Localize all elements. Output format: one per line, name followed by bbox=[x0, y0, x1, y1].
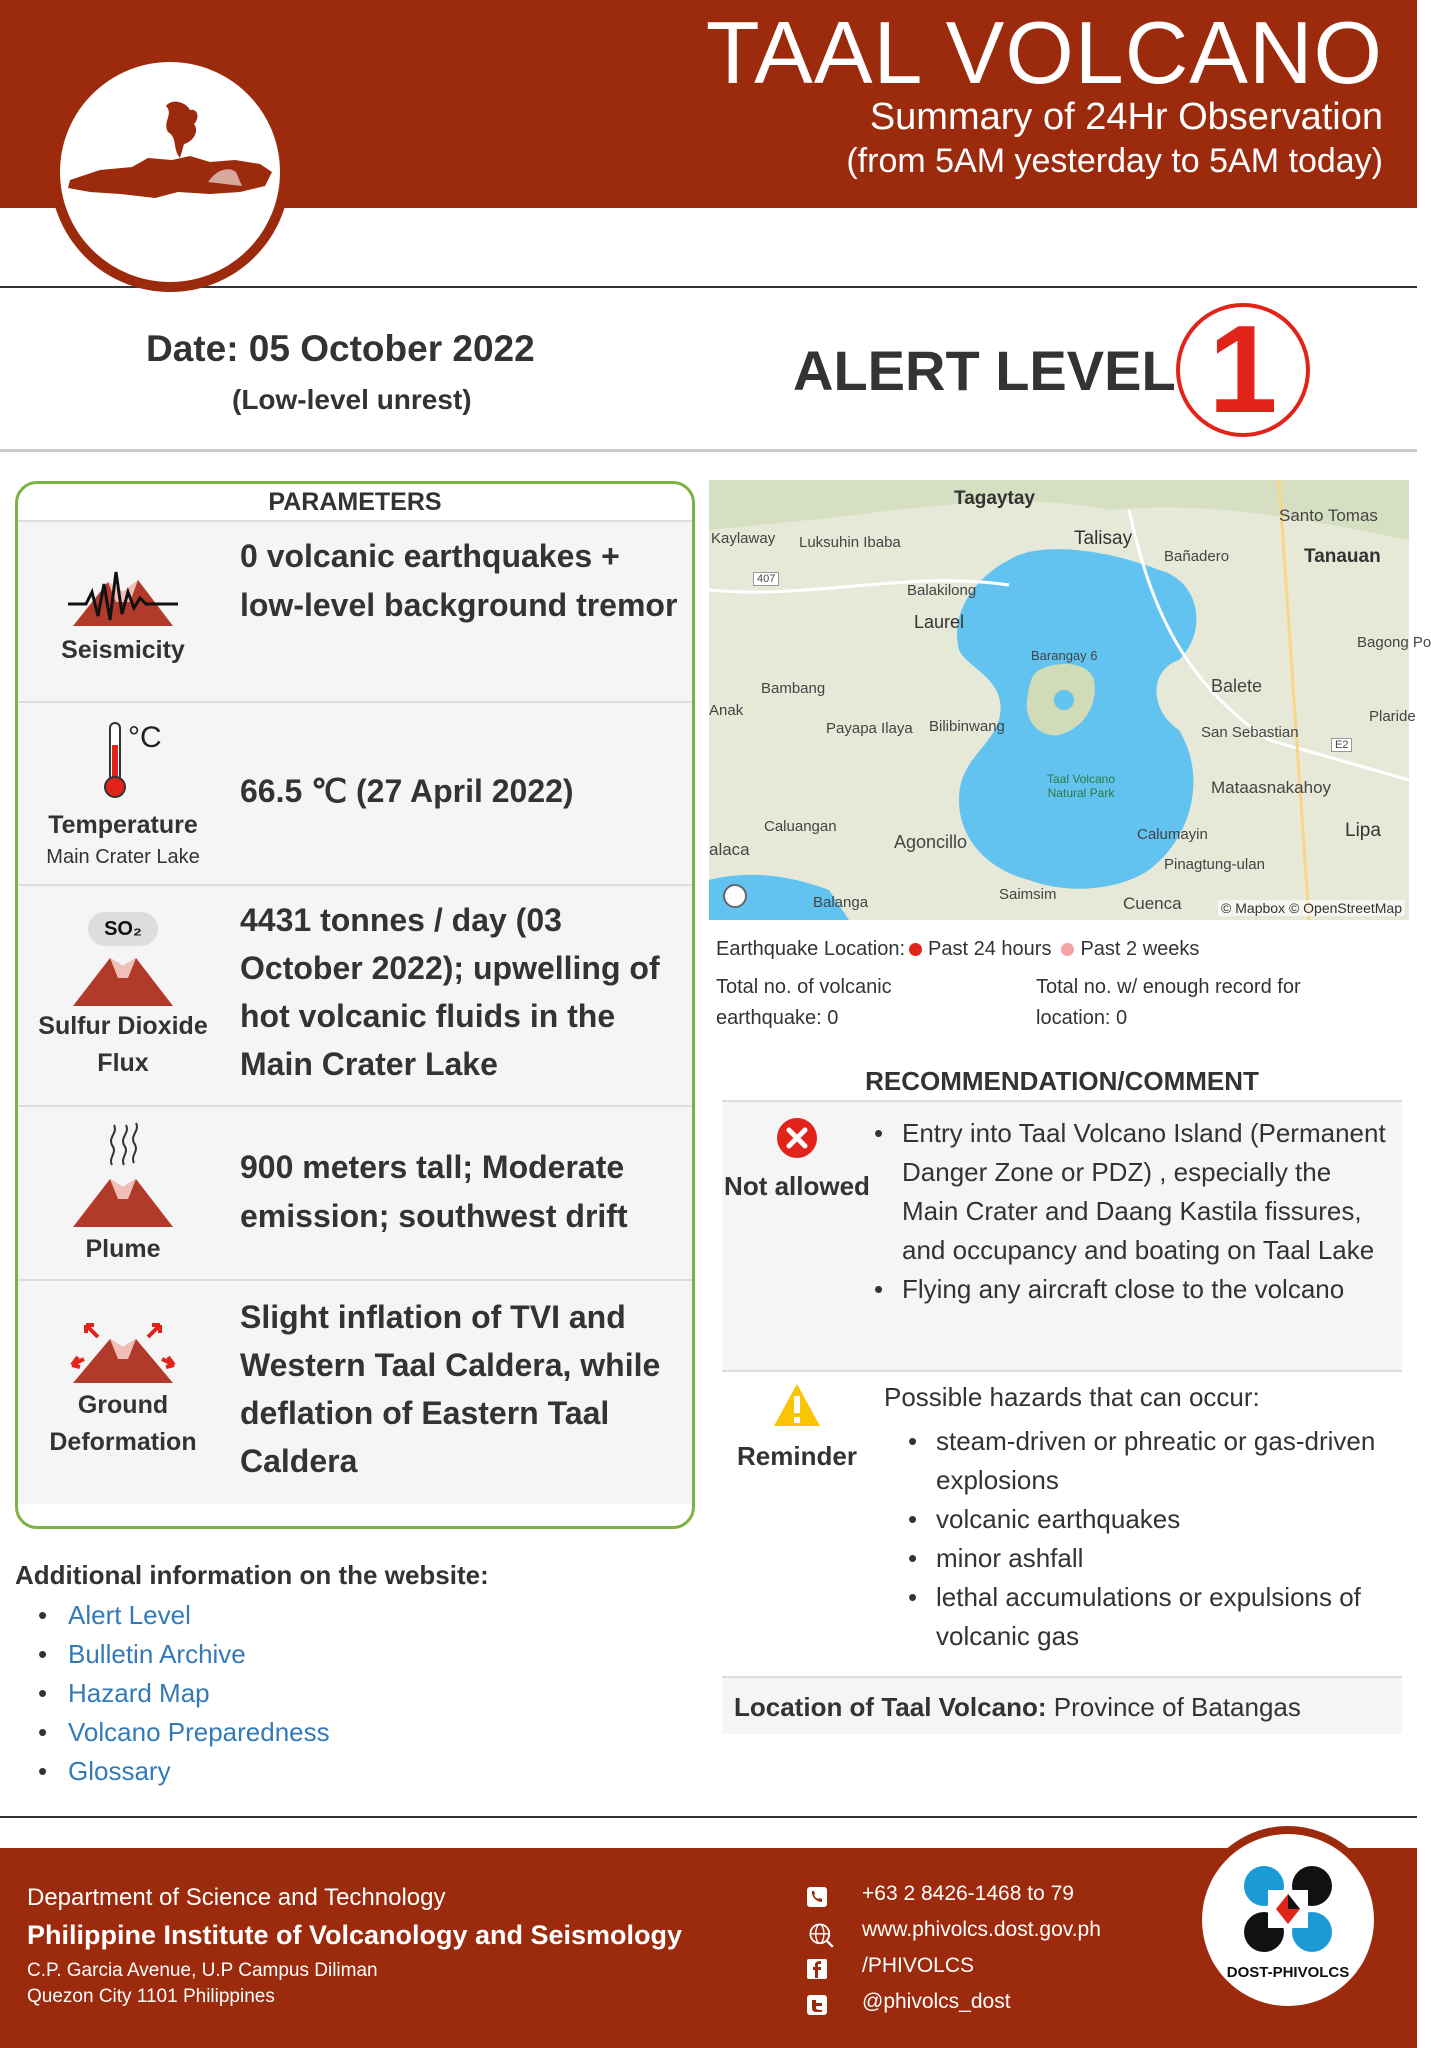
parameter-row-plume bbox=[18, 1105, 692, 1279]
recommendation-title: RECOMMENDATION/COMMENT bbox=[865, 1066, 1259, 1096]
parameter-row-sulfur-dioxide bbox=[18, 884, 692, 1105]
status-band bbox=[0, 288, 1417, 452]
map-label: Talisay bbox=[1074, 528, 1133, 549]
parameter-row-temperature bbox=[18, 701, 692, 884]
map-label: Anak bbox=[709, 702, 744, 719]
map-label: Mataasnakahoy bbox=[1211, 778, 1332, 797]
location-label: Location of Taal Volcano: bbox=[734, 1692, 1047, 1722]
link-glossary[interactable]: • Glossary bbox=[38, 1752, 330, 1791]
map-label: Saimsim bbox=[999, 886, 1057, 903]
map-label: Lipa bbox=[1345, 820, 1381, 841]
not-allowed-list bbox=[872, 1114, 1392, 1309]
road-marker: E2 bbox=[1331, 738, 1352, 752]
list-item: • lethal accumulations or expulsions of volcanic gas bbox=[906, 1578, 1386, 1656]
map-label: Laurel bbox=[914, 612, 965, 632]
contact-facebook[interactable] bbox=[806, 1954, 1226, 1988]
legend-dot-24h-icon bbox=[909, 943, 922, 956]
parameter-value: 66.5 ℃ (27 April 2022) bbox=[240, 773, 574, 809]
legend-2w: Past 2 weeks bbox=[1080, 938, 1200, 960]
list-item: • Flying any aircraft close to the volcano bbox=[872, 1270, 1392, 1309]
map-label: Balete bbox=[1211, 676, 1263, 696]
map-label: Kaylaway bbox=[711, 530, 776, 547]
legend-24h: Past 24 hours bbox=[928, 938, 1052, 960]
earthquake-located: Total no. w/ enough record for location: 0 bbox=[1036, 976, 1301, 1029]
parameter-value: Slight inflation of TVI and Western Taal Caldera, while deflation of Eastern Taal Caldera bbox=[240, 1299, 661, 1479]
map-label: Plaride bbox=[1369, 708, 1416, 725]
map-label: Agoncillo bbox=[894, 832, 968, 852]
facebook-handle: /PHIVOLCS bbox=[862, 1954, 975, 1977]
parameter-value: 900 meters tall; Moderate emission; southwest drift bbox=[240, 1149, 628, 1234]
map-label: San Sebastian bbox=[1201, 724, 1299, 741]
website-url: www.phivolcs.dost.gov.ph bbox=[862, 1918, 1101, 1941]
map-label: Tagaytay bbox=[954, 488, 1035, 509]
earthquake-location-map[interactable] bbox=[709, 480, 1431, 920]
phone-icon bbox=[806, 1886, 828, 1908]
map-label: Bambang bbox=[761, 680, 826, 697]
list-item: • Entry into Taal Volcano Island (Permanent Danger Zone or PDZ) , especially the Main Crater and Daang Kastila fissures, and occupancy and boating on Taal Lake bbox=[872, 1114, 1392, 1270]
address-line-2: Quezon City 1101 Philippines bbox=[27, 1986, 275, 2007]
twitter-icon bbox=[806, 1994, 828, 2016]
facebook-icon bbox=[806, 1958, 828, 1980]
map-label: Calumayin bbox=[1137, 826, 1208, 843]
address-line-1: C.P. Garcia Avenue, U.P Campus Diliman bbox=[27, 1960, 378, 1981]
earthquake-total: Total no. of volcanic earthquake: 0 bbox=[716, 976, 892, 1029]
map-label: Bañadero bbox=[1164, 548, 1230, 565]
parameter-value: 4431 tonnes / day (03 October 2022); upwelling of hot volcanic fluids in the Main Crater Lake bbox=[240, 902, 660, 1082]
map-label-natural-park: Taal Volcano Natural Park bbox=[1046, 772, 1116, 800]
mapbox-icon[interactable] bbox=[723, 884, 747, 908]
so2-icon bbox=[68, 912, 178, 1008]
legend-dot-2w-icon bbox=[1061, 943, 1074, 956]
parameter-value: 0 volcanic earthquakes + low-level background tremor bbox=[240, 538, 678, 623]
list-item: • steam-driven or phreatic or gas-driven explosions bbox=[906, 1422, 1386, 1500]
alert-level-badge: 1 bbox=[1176, 303, 1310, 437]
link-volcano-preparedness[interactable]: • Volcano Preparedness bbox=[38, 1713, 330, 1752]
taal-volcano-logo-icon bbox=[50, 52, 290, 292]
unrest-level: (Low-level unrest) bbox=[232, 384, 472, 415]
reminder-section bbox=[722, 1370, 1402, 1672]
celsius-symbol: °C bbox=[128, 721, 162, 754]
parameters-panel bbox=[15, 481, 695, 1529]
map-label: Caluangan bbox=[764, 818, 837, 835]
additional-info-title: Additional information on the website: bbox=[15, 1560, 489, 1590]
earthquake-legend bbox=[716, 938, 1199, 961]
page-subtitle: Summary of 24Hr Observation bbox=[869, 96, 1383, 138]
page-title: TAAL VOLCANO bbox=[705, 3, 1383, 102]
plume-icon bbox=[68, 1119, 178, 1231]
location-value: Province of Batangas bbox=[1053, 1692, 1301, 1722]
contact-website[interactable] bbox=[806, 1918, 1226, 1952]
parameter-row-ground-deformation bbox=[18, 1279, 692, 1504]
observation-period: (from 5AM yesterday to 5AM today) bbox=[846, 142, 1383, 180]
map-label: Payapa Ilaya bbox=[826, 720, 913, 737]
warning-icon bbox=[772, 1382, 822, 1428]
footer-divider bbox=[0, 1816, 1417, 1818]
deformation-icon bbox=[68, 1321, 178, 1387]
not-allowed-section bbox=[722, 1100, 1402, 1370]
road-marker: 407 bbox=[753, 572, 779, 586]
parameter-label: Sulfur Dioxide Flux bbox=[38, 1012, 208, 1077]
legend-prefix: Earthquake Location: bbox=[716, 938, 906, 960]
so2-cloud-label: SO₂ bbox=[88, 912, 158, 946]
map-attribution[interactable]: © Mapbox © OpenStreetMap bbox=[1218, 900, 1405, 916]
contact-phone[interactable] bbox=[806, 1882, 1226, 1916]
parameter-row-seismicity bbox=[18, 520, 692, 701]
map-label: alaca bbox=[709, 840, 750, 859]
parameter-label: Plume bbox=[85, 1235, 161, 1263]
map-label: Cuenca bbox=[1123, 894, 1182, 913]
phone-number: +63 2 8426-1468 to 79 bbox=[862, 1882, 1074, 1905]
hazards-list bbox=[906, 1422, 1386, 1656]
map-label: Luksuhin Ibaba bbox=[799, 534, 901, 551]
map-label: Barangay 6 bbox=[1031, 648, 1098, 663]
seismicity-icon bbox=[68, 562, 178, 632]
additional-info-links bbox=[38, 1596, 330, 1791]
map-label: Bagong Po bbox=[1357, 634, 1431, 651]
link-alert-level[interactable]: • Alert Level bbox=[38, 1596, 330, 1635]
dost-phivolcs-logo bbox=[1194, 1826, 1382, 2014]
volcano-location bbox=[722, 1676, 1402, 1734]
parameter-label: Ground Deformation bbox=[49, 1391, 197, 1456]
alert-level-label: ALERT LEVEL bbox=[793, 339, 1176, 402]
map-label: Balakilong bbox=[907, 582, 977, 599]
map-label: Tanauan bbox=[1304, 546, 1381, 567]
link-hazard-map[interactable]: • Hazard Map bbox=[38, 1674, 330, 1713]
list-item: • minor ashfall bbox=[906, 1539, 1386, 1578]
reminder-intro: Possible hazards that can occur: bbox=[884, 1382, 1260, 1412]
map-label: Bilibinwang bbox=[929, 718, 1005, 735]
department-name: Department of Science and Technology bbox=[27, 1884, 446, 1911]
list-item: • volcanic earthquakes bbox=[906, 1500, 1386, 1539]
parameter-label: Temperature bbox=[48, 811, 198, 839]
map-label: Pinagtung-ulan bbox=[1164, 856, 1265, 873]
map-label: Santo Tomas bbox=[1279, 506, 1378, 525]
logo-caption: DOST-PHIVOLCS bbox=[1226, 1964, 1350, 1981]
map-label: Balanga bbox=[813, 894, 869, 911]
reminder-label: Reminder bbox=[737, 1441, 857, 1471]
bulletin-date: Date: 05 October 2022 bbox=[146, 328, 535, 369]
parameter-sublabel: Main Crater Lake bbox=[46, 846, 200, 868]
thermometer-icon bbox=[68, 721, 178, 801]
parameter-label: Seismicity bbox=[61, 636, 185, 664]
link-bulletin-archive[interactable]: • Bulletin Archive bbox=[38, 1635, 330, 1674]
institute-name: Philippine Institute of Volcanology and Seismology bbox=[27, 1920, 683, 1950]
not-allowed-icon bbox=[775, 1116, 819, 1160]
twitter-handle: @phivolcs_dost bbox=[862, 1990, 1011, 2013]
contact-twitter[interactable] bbox=[806, 1990, 1226, 2024]
not-allowed-label: Not allowed bbox=[724, 1171, 870, 1201]
globe-search-icon bbox=[806, 1922, 836, 1948]
parameters-title: PARAMETERS bbox=[268, 488, 442, 516]
